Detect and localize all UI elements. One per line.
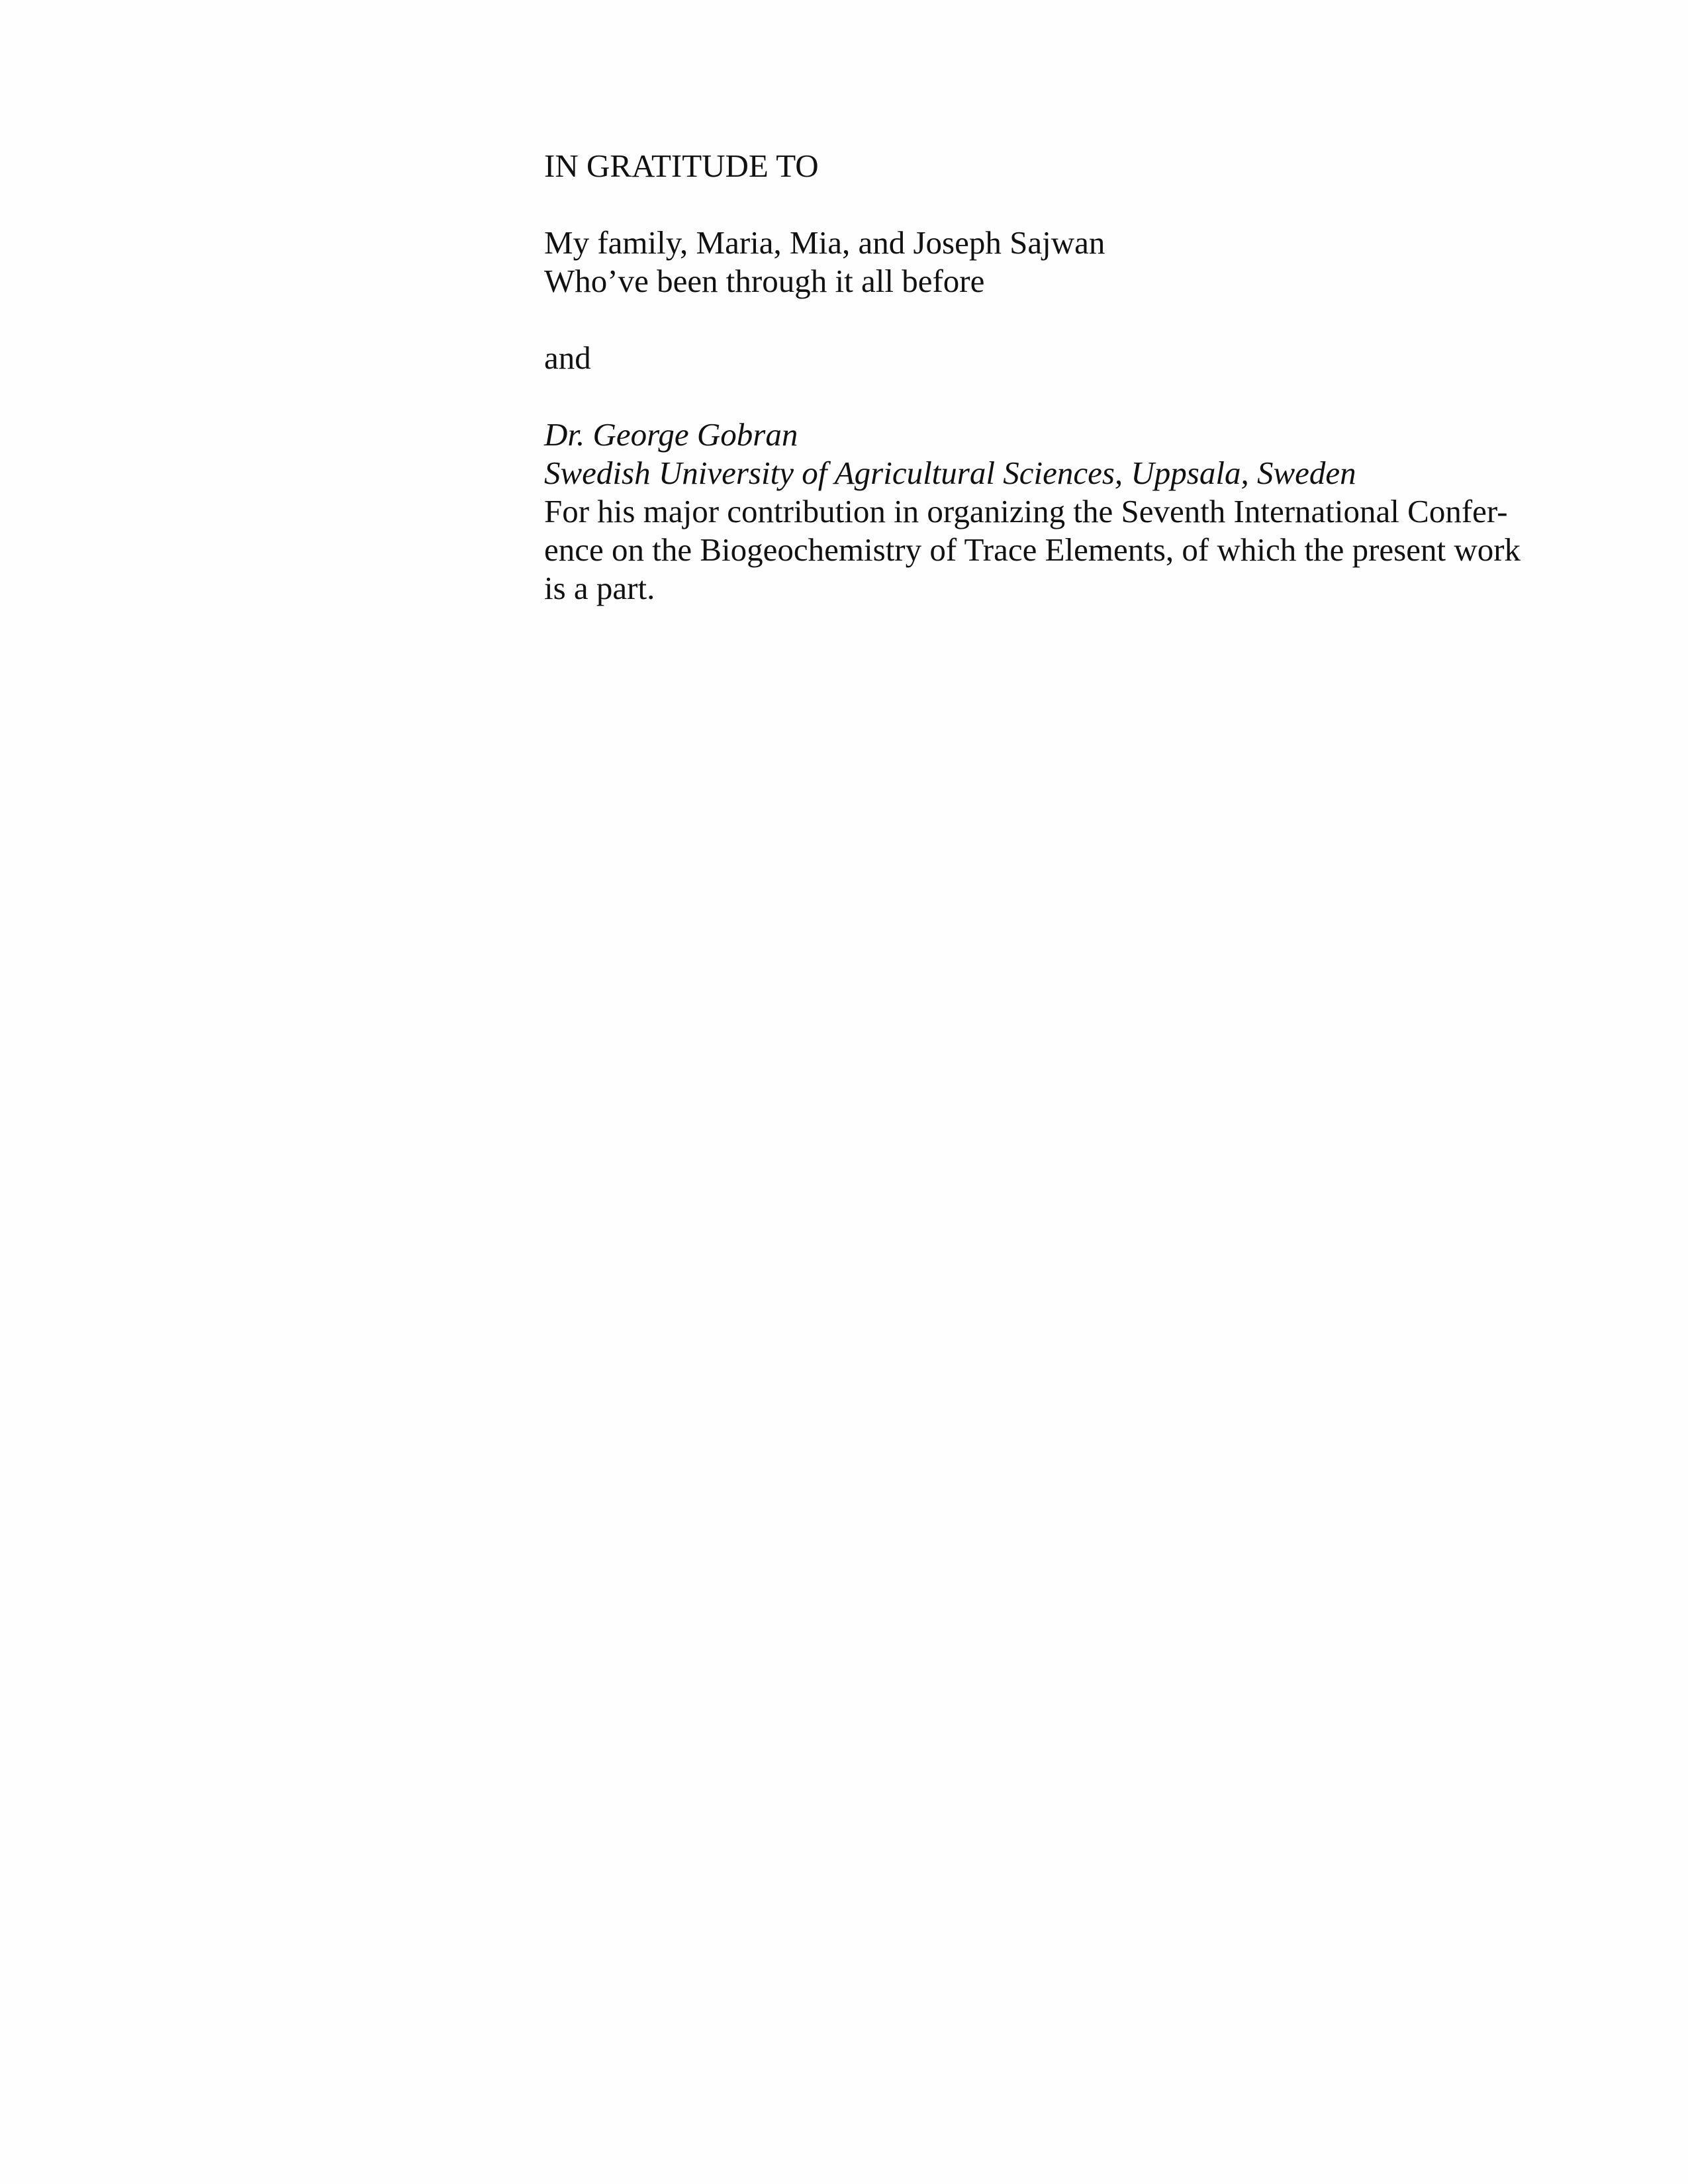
- connector-and: and: [544, 340, 591, 376]
- spacer: [544, 185, 1530, 224]
- tribute-line: is a part.: [544, 570, 655, 606]
- spacer: [544, 377, 1530, 416]
- tribute-paragraph: [544, 492, 1530, 608]
- spacer: [544, 300, 1530, 339]
- tribute-line: For his major contribution in organizing the Seventh International Confer-: [544, 493, 1508, 529]
- honoree-name: Dr. George Gobran: [544, 416, 798, 453]
- family-line-1: My family, Maria, Mia, and Joseph Sajwan: [544, 224, 1105, 261]
- dedication-block: [544, 147, 1530, 608]
- family-line-2: Who’ve been through it all before: [544, 263, 985, 299]
- tribute-line: ence on the Biogeochemistry of Trace Elements, of which the present work: [544, 531, 1521, 568]
- dedication-heading: IN GRATITUDE TO: [544, 148, 819, 184]
- honoree-affiliation: Swedish University of Agricultural Sciences, Uppsala, Sweden: [544, 455, 1356, 491]
